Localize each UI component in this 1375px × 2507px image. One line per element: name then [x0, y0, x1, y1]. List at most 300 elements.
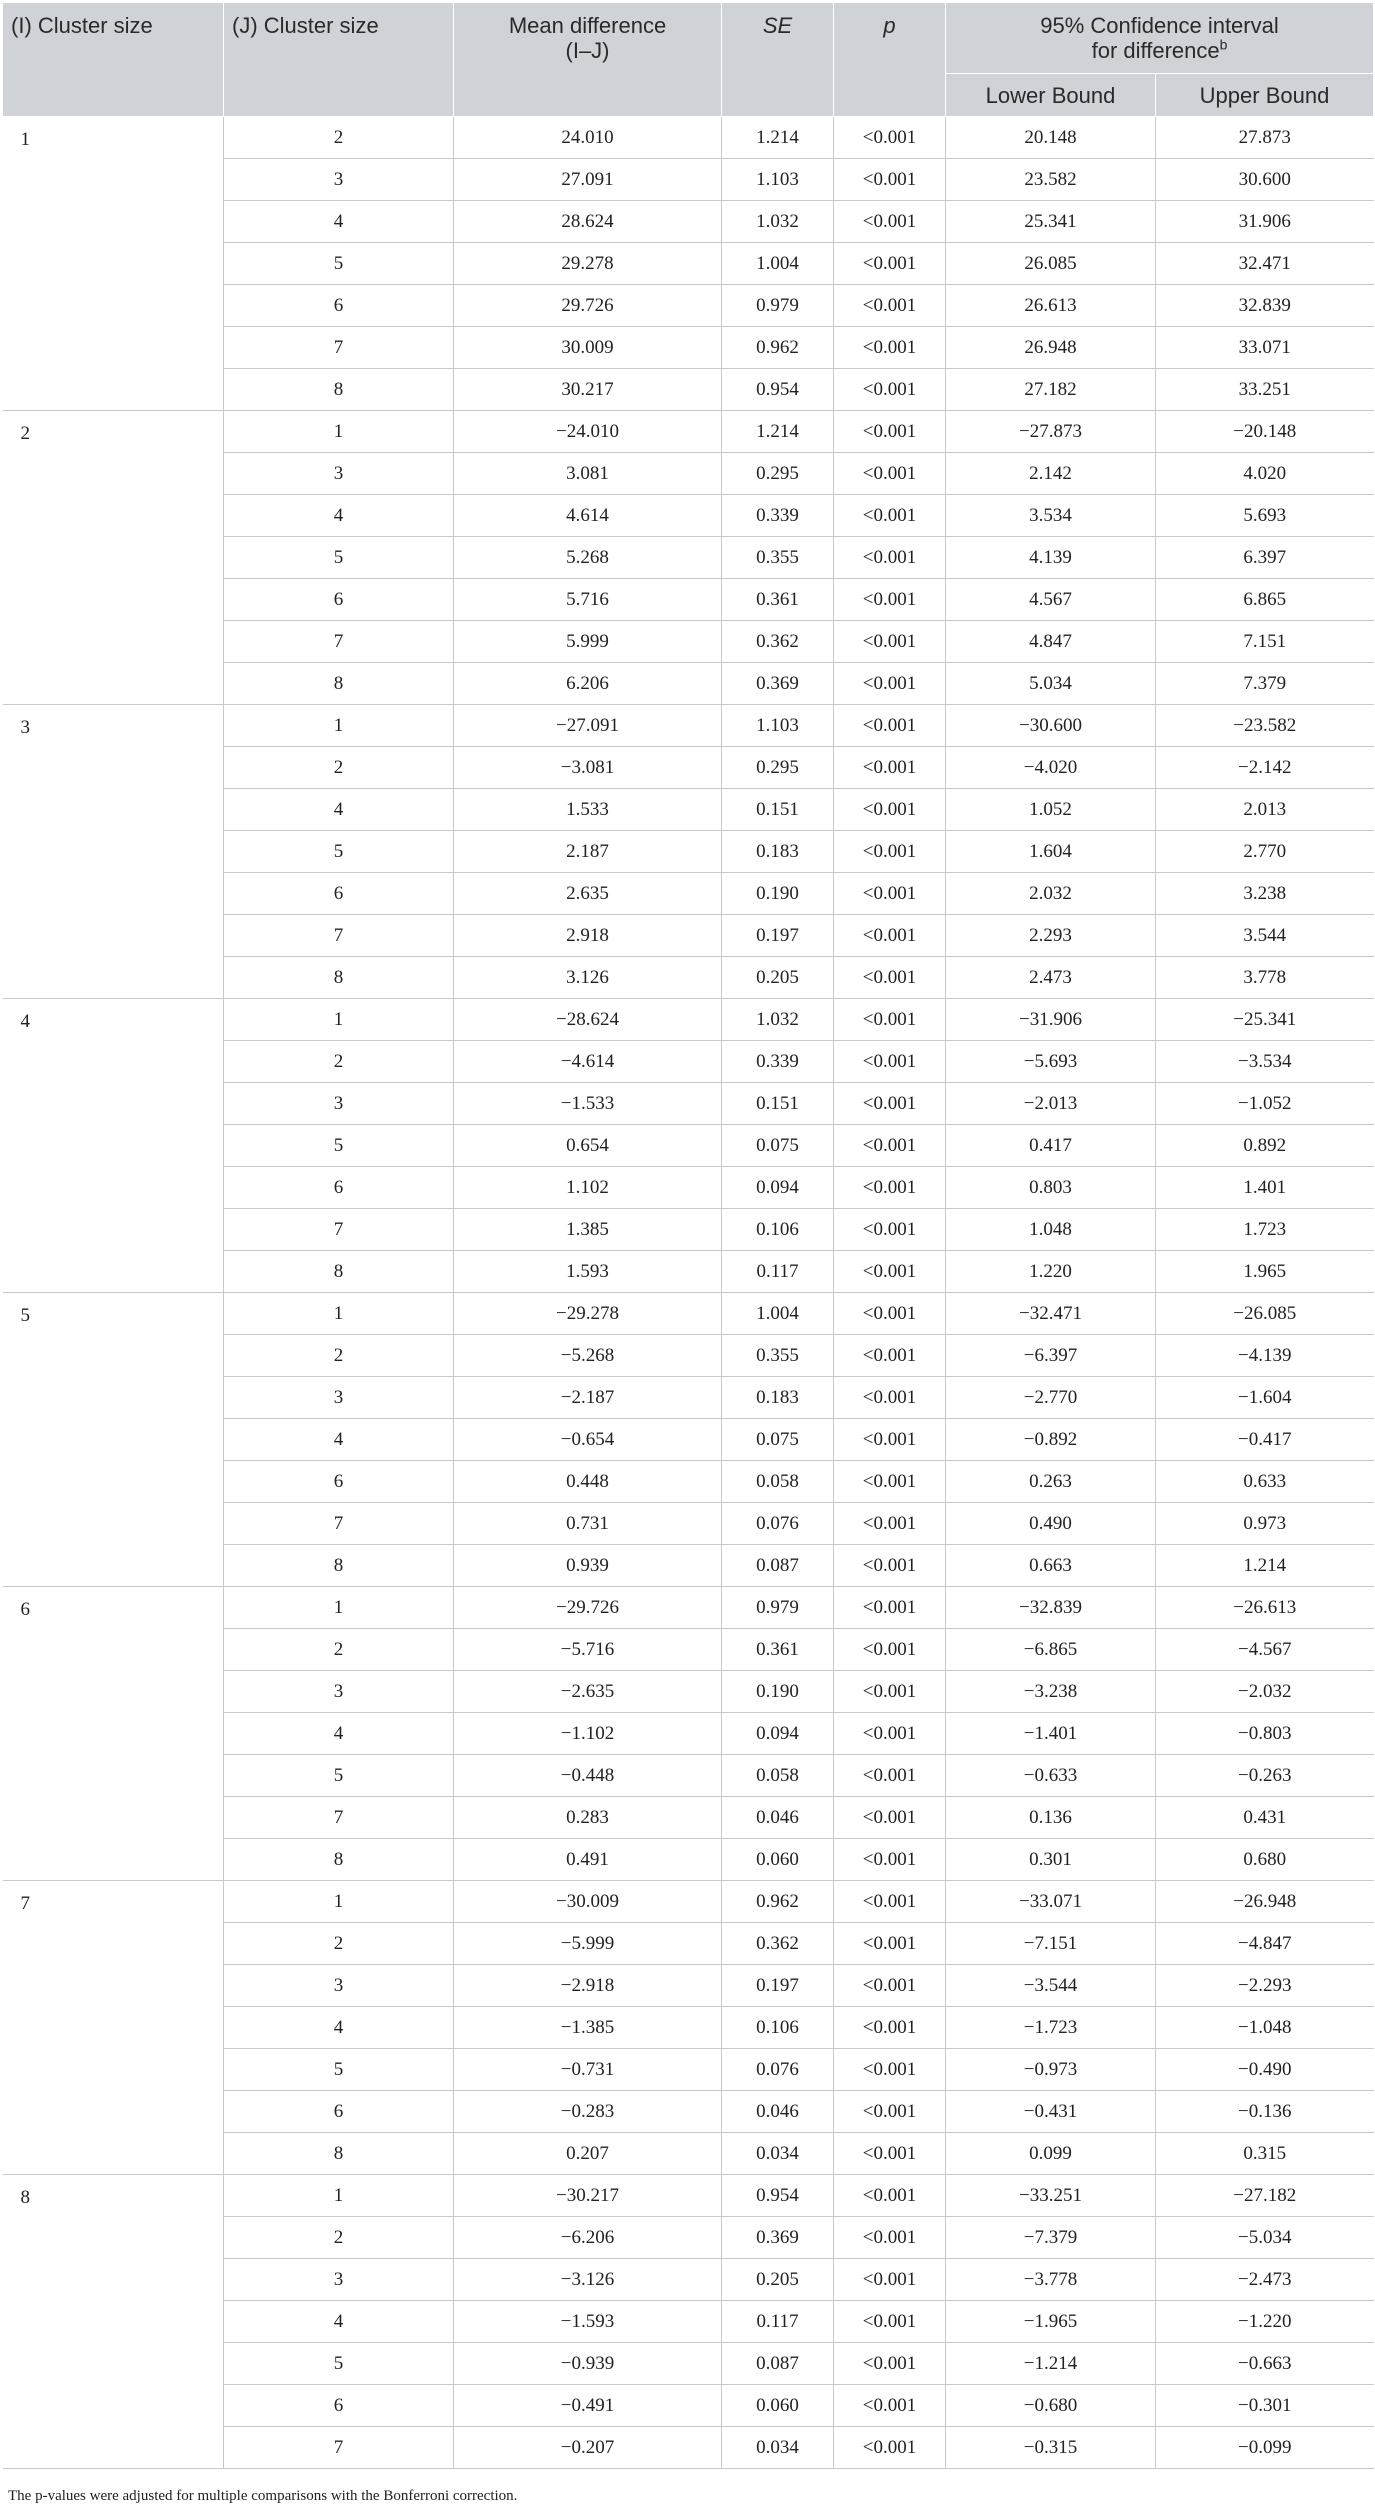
table-header [3, 3, 1374, 117]
lower-bound-cell: −3.544 [946, 1965, 1156, 2007]
mean-difference-cell: −5.999 [454, 1923, 722, 1965]
j-cluster-cell: 6 [224, 2091, 454, 2133]
p-value-cell: <0.001 [834, 705, 946, 747]
j-cluster-cell: 1 [224, 1881, 454, 1923]
upper-bound-cell: −1.220 [1156, 2301, 1374, 2343]
mean-difference-cell: −2.918 [454, 1965, 722, 2007]
se-cell: 0.954 [722, 2175, 834, 2217]
table-row [3, 1293, 1374, 1335]
mean-difference-cell: −0.448 [454, 1755, 722, 1797]
upper-bound-cell: 4.020 [1156, 453, 1374, 495]
lower-bound-cell: 20.148 [946, 117, 1156, 159]
se-cell: 0.361 [722, 579, 834, 621]
table-row [3, 2175, 1374, 2217]
p-value-cell: <0.001 [834, 2427, 946, 2469]
lower-bound-cell: −31.906 [946, 999, 1156, 1041]
p-value-cell: <0.001 [834, 1251, 946, 1293]
mean-difference-cell: 0.731 [454, 1503, 722, 1545]
upper-bound-cell: −26.085 [1156, 1293, 1374, 1335]
se-cell: 0.034 [722, 2427, 834, 2469]
p-value-cell: <0.001 [834, 957, 946, 999]
p-value-cell: <0.001 [834, 1125, 946, 1167]
p-value-cell: <0.001 [834, 369, 946, 411]
mean-difference-cell: −27.091 [454, 705, 722, 747]
table-body [3, 117, 1374, 2469]
p-value-cell: <0.001 [834, 1209, 946, 1251]
p-value-cell: <0.001 [834, 537, 946, 579]
lower-bound-cell: 25.341 [946, 201, 1156, 243]
p-value-cell: <0.001 [834, 1755, 946, 1797]
lower-bound-cell: −4.020 [946, 747, 1156, 789]
table-row [3, 999, 1374, 1041]
p-value-cell: <0.001 [834, 2343, 946, 2385]
p-value-cell: <0.001 [834, 2217, 946, 2259]
lower-bound-cell: −1.401 [946, 1713, 1156, 1755]
j-cluster-cell: 7 [224, 621, 454, 663]
se-cell: 0.151 [722, 789, 834, 831]
i-cluster-cell: 6 [3, 1587, 224, 1881]
p-value-cell: <0.001 [834, 285, 946, 327]
upper-bound-cell: −20.148 [1156, 411, 1374, 453]
se-cell: 1.032 [722, 999, 834, 1041]
lower-bound-cell: 2.293 [946, 915, 1156, 957]
lower-bound-cell: 0.099 [946, 2133, 1156, 2175]
lower-bound-cell: 1.220 [946, 1251, 1156, 1293]
j-cluster-cell: 6 [224, 1167, 454, 1209]
mean-difference-cell: −4.614 [454, 1041, 722, 1083]
mean-difference-cell: −0.491 [454, 2385, 722, 2427]
upper-bound-cell: 33.071 [1156, 327, 1374, 369]
lower-bound-cell: −33.251 [946, 2175, 1156, 2217]
mean-difference-cell: 27.091 [454, 159, 722, 201]
j-cluster-cell: 1 [224, 2175, 454, 2217]
se-cell: 0.076 [722, 1503, 834, 1545]
upper-bound-cell: −2.032 [1156, 1671, 1374, 1713]
upper-bound-cell: −4.567 [1156, 1629, 1374, 1671]
upper-bound-cell: 32.839 [1156, 285, 1374, 327]
upper-bound-cell: 3.238 [1156, 873, 1374, 915]
p-value-cell: <0.001 [834, 2175, 946, 2217]
i-cluster-cell: 5 [3, 1293, 224, 1587]
p-value-cell: <0.001 [834, 2007, 946, 2049]
lower-bound-cell: 0.490 [946, 1503, 1156, 1545]
upper-bound-cell: 2.770 [1156, 831, 1374, 873]
se-cell: 0.046 [722, 1797, 834, 1839]
se-cell: 0.979 [722, 285, 834, 327]
se-cell: 0.197 [722, 1965, 834, 2007]
upper-bound-cell: 0.315 [1156, 2133, 1374, 2175]
p-value-cell: <0.001 [834, 2259, 946, 2301]
upper-bound-cell: 0.633 [1156, 1461, 1374, 1503]
upper-bound-cell: 6.865 [1156, 579, 1374, 621]
p-value-cell: <0.001 [834, 1713, 946, 1755]
se-cell: 0.087 [722, 1545, 834, 1587]
upper-bound-cell: −2.142 [1156, 747, 1374, 789]
se-cell: 0.954 [722, 369, 834, 411]
se-cell: 0.190 [722, 1671, 834, 1713]
upper-bound-cell: 3.544 [1156, 915, 1374, 957]
header-mean-difference-line2: (I–J) [565, 38, 610, 63]
j-cluster-cell: 4 [224, 495, 454, 537]
table-footnote: The p-values were adjusted for multiple comparisons with the Bonferroni correction. [8, 2488, 518, 2504]
mean-difference-cell: −0.731 [454, 2049, 722, 2091]
se-cell: 0.295 [722, 453, 834, 495]
header-mean-difference-line1: Mean difference [508, 13, 667, 38]
upper-bound-cell: −1.048 [1156, 2007, 1374, 2049]
j-cluster-cell: 4 [224, 2007, 454, 2049]
upper-bound-cell: −4.139 [1156, 1335, 1374, 1377]
upper-bound-cell: −1.604 [1156, 1377, 1374, 1419]
mean-difference-cell: 0.491 [454, 1839, 722, 1881]
j-cluster-cell: 3 [224, 159, 454, 201]
j-cluster-cell: 2 [224, 1335, 454, 1377]
se-cell: 1.103 [722, 159, 834, 201]
p-value-cell: <0.001 [834, 873, 946, 915]
mean-difference-cell: −3.126 [454, 2259, 722, 2301]
p-value-cell: <0.001 [834, 1881, 946, 1923]
mean-difference-cell: 1.533 [454, 789, 722, 831]
se-cell: 0.106 [722, 2007, 834, 2049]
se-cell: 0.369 [722, 2217, 834, 2259]
lower-bound-cell: 1.048 [946, 1209, 1156, 1251]
mean-difference-cell: 4.614 [454, 495, 722, 537]
mean-difference-cell: −0.207 [454, 2427, 722, 2469]
pairwise-comparison-table [2, 2, 1374, 2469]
j-cluster-cell: 5 [224, 1125, 454, 1167]
se-cell: 0.058 [722, 1755, 834, 1797]
mean-difference-cell: 1.385 [454, 1209, 722, 1251]
upper-bound-cell: 32.471 [1156, 243, 1374, 285]
se-cell: 0.106 [722, 1209, 834, 1251]
j-cluster-cell: 6 [224, 579, 454, 621]
p-value-cell: <0.001 [834, 1587, 946, 1629]
j-cluster-cell: 6 [224, 873, 454, 915]
upper-bound-cell: 27.873 [1156, 117, 1374, 159]
p-value-cell: <0.001 [834, 1545, 946, 1587]
lower-bound-cell: −0.973 [946, 2049, 1156, 2091]
lower-bound-cell: 1.052 [946, 789, 1156, 831]
se-cell: 0.339 [722, 1041, 834, 1083]
p-value-cell: <0.001 [834, 747, 946, 789]
upper-bound-cell: 1.723 [1156, 1209, 1374, 1251]
se-cell: 1.214 [722, 117, 834, 159]
se-cell: 0.361 [722, 1629, 834, 1671]
se-cell: 0.094 [722, 1167, 834, 1209]
lower-bound-cell: 23.582 [946, 159, 1156, 201]
se-cell: 1.004 [722, 243, 834, 285]
j-cluster-cell: 2 [224, 1629, 454, 1671]
header-ci-line2: for difference [1091, 38, 1220, 63]
mean-difference-cell: −1.593 [454, 2301, 722, 2343]
header-upper-bound: Upper Bound [1156, 74, 1374, 117]
j-cluster-cell: 8 [224, 2133, 454, 2175]
upper-bound-cell: −0.301 [1156, 2385, 1374, 2427]
se-cell: 0.117 [722, 1251, 834, 1293]
upper-bound-cell: 7.379 [1156, 663, 1374, 705]
p-value-cell: <0.001 [834, 1293, 946, 1335]
upper-bound-cell: −26.948 [1156, 1881, 1374, 1923]
j-cluster-cell: 4 [224, 1419, 454, 1461]
lower-bound-cell: 2.032 [946, 873, 1156, 915]
table-row [3, 1587, 1374, 1629]
se-cell: 0.355 [722, 537, 834, 579]
j-cluster-cell: 8 [224, 1251, 454, 1293]
mean-difference-cell: −2.635 [454, 1671, 722, 1713]
header-i-cluster-size: (I) Cluster size [3, 3, 224, 117]
mean-difference-cell: 2.918 [454, 915, 722, 957]
upper-bound-cell: 1.214 [1156, 1545, 1374, 1587]
p-value-cell: <0.001 [834, 579, 946, 621]
upper-bound-cell: −0.490 [1156, 2049, 1374, 2091]
se-cell: 0.183 [722, 831, 834, 873]
se-cell: 0.205 [722, 957, 834, 999]
p-value-cell: <0.001 [834, 1965, 946, 2007]
se-cell: 0.369 [722, 663, 834, 705]
p-value-cell: <0.001 [834, 1377, 946, 1419]
j-cluster-cell: 2 [224, 747, 454, 789]
upper-bound-cell: −2.293 [1156, 1965, 1374, 2007]
upper-bound-cell: 1.401 [1156, 1167, 1374, 1209]
p-value-cell: <0.001 [834, 2049, 946, 2091]
upper-bound-cell: −0.663 [1156, 2343, 1374, 2385]
se-cell: 0.060 [722, 2385, 834, 2427]
mean-difference-cell: −2.187 [454, 1377, 722, 1419]
mean-difference-cell: 5.716 [454, 579, 722, 621]
j-cluster-cell: 7 [224, 1797, 454, 1839]
se-cell: 0.339 [722, 495, 834, 537]
header-j-cluster-size: (J) Cluster size [224, 3, 454, 117]
lower-bound-cell: 0.803 [946, 1167, 1156, 1209]
p-value-cell: <0.001 [834, 999, 946, 1041]
upper-bound-cell: −1.052 [1156, 1083, 1374, 1125]
j-cluster-cell: 6 [224, 1461, 454, 1503]
lower-bound-cell: −27.873 [946, 411, 1156, 453]
se-cell: 1.032 [722, 201, 834, 243]
lower-bound-cell: −3.778 [946, 2259, 1156, 2301]
upper-bound-cell: 33.251 [1156, 369, 1374, 411]
lower-bound-cell: −1.214 [946, 2343, 1156, 2385]
mean-difference-cell: −28.624 [454, 999, 722, 1041]
mean-difference-cell: 0.448 [454, 1461, 722, 1503]
se-cell: 0.962 [722, 1881, 834, 1923]
p-value-cell: <0.001 [834, 2385, 946, 2427]
lower-bound-cell: −2.013 [946, 1083, 1156, 1125]
mean-difference-cell: 0.283 [454, 1797, 722, 1839]
header-confidence-interval [946, 3, 1374, 74]
table-row [3, 411, 1374, 453]
j-cluster-cell: 4 [224, 789, 454, 831]
p-value-cell: <0.001 [834, 1629, 946, 1671]
lower-bound-cell: 4.139 [946, 537, 1156, 579]
p-value-cell: <0.001 [834, 1419, 946, 1461]
j-cluster-cell: 1 [224, 705, 454, 747]
upper-bound-cell: 7.151 [1156, 621, 1374, 663]
se-cell: 0.087 [722, 2343, 834, 2385]
j-cluster-cell: 7 [224, 327, 454, 369]
lower-bound-cell: −0.431 [946, 2091, 1156, 2133]
p-value-cell: <0.001 [834, 2133, 946, 2175]
mean-difference-cell: 24.010 [454, 117, 722, 159]
mean-difference-cell: 30.217 [454, 369, 722, 411]
upper-bound-cell: −25.341 [1156, 999, 1374, 1041]
mean-difference-cell: −0.939 [454, 2343, 722, 2385]
p-value-cell: <0.001 [834, 1461, 946, 1503]
i-cluster-cell: 7 [3, 1881, 224, 2175]
comparison-table-container [2, 2, 1373, 2469]
p-value-cell: <0.001 [834, 1923, 946, 1965]
header-mean-difference [454, 3, 722, 117]
mean-difference-cell: 28.624 [454, 201, 722, 243]
mean-difference-cell: −5.716 [454, 1629, 722, 1671]
lower-bound-cell: 0.301 [946, 1839, 1156, 1881]
p-value-cell: <0.001 [834, 831, 946, 873]
j-cluster-cell: 4 [224, 2301, 454, 2343]
upper-bound-cell: 0.431 [1156, 1797, 1374, 1839]
i-cluster-cell: 4 [3, 999, 224, 1293]
i-cluster-cell: 8 [3, 2175, 224, 2469]
p-value-cell: <0.001 [834, 1797, 946, 1839]
lower-bound-cell: −1.965 [946, 2301, 1156, 2343]
lower-bound-cell: −3.238 [946, 1671, 1156, 1713]
mean-difference-cell: −5.268 [454, 1335, 722, 1377]
p-value-cell: <0.001 [834, 1083, 946, 1125]
lower-bound-cell: −0.633 [946, 1755, 1156, 1797]
j-cluster-cell: 5 [224, 537, 454, 579]
j-cluster-cell: 7 [224, 1503, 454, 1545]
mean-difference-cell: 6.206 [454, 663, 722, 705]
j-cluster-cell: 3 [224, 1965, 454, 2007]
mean-difference-cell: 3.081 [454, 453, 722, 495]
lower-bound-cell: 26.085 [946, 243, 1156, 285]
table-row [3, 117, 1374, 159]
upper-bound-cell: −0.099 [1156, 2427, 1374, 2469]
i-cluster-cell: 1 [3, 117, 224, 411]
j-cluster-cell: 8 [224, 957, 454, 999]
mean-difference-cell: −30.217 [454, 2175, 722, 2217]
se-cell: 0.183 [722, 1377, 834, 1419]
se-cell: 0.362 [722, 1923, 834, 1965]
j-cluster-cell: 2 [224, 1041, 454, 1083]
j-cluster-cell: 8 [224, 1839, 454, 1881]
upper-bound-cell: 2.013 [1156, 789, 1374, 831]
upper-bound-cell: 1.965 [1156, 1251, 1374, 1293]
lower-bound-cell: −6.397 [946, 1335, 1156, 1377]
p-value-cell: <0.001 [834, 117, 946, 159]
p-value-cell: <0.001 [834, 1503, 946, 1545]
lower-bound-cell: 3.534 [946, 495, 1156, 537]
lower-bound-cell: 26.948 [946, 327, 1156, 369]
j-cluster-cell: 7 [224, 915, 454, 957]
j-cluster-cell: 3 [224, 1083, 454, 1125]
lower-bound-cell: 0.136 [946, 1797, 1156, 1839]
mean-difference-cell: −1.533 [454, 1083, 722, 1125]
se-cell: 0.962 [722, 327, 834, 369]
lower-bound-cell: 4.847 [946, 621, 1156, 663]
mean-difference-cell: 5.999 [454, 621, 722, 663]
p-value-cell: <0.001 [834, 1839, 946, 1881]
mean-difference-cell: −6.206 [454, 2217, 722, 2259]
se-cell: 0.117 [722, 2301, 834, 2343]
upper-bound-cell: −4.847 [1156, 1923, 1374, 1965]
upper-bound-cell: 0.973 [1156, 1503, 1374, 1545]
j-cluster-cell: 3 [224, 2259, 454, 2301]
lower-bound-cell: −32.471 [946, 1293, 1156, 1335]
lower-bound-cell: −7.151 [946, 1923, 1156, 1965]
header-ci-superscript: b [1219, 36, 1228, 53]
se-cell: 0.075 [722, 1419, 834, 1461]
lower-bound-cell: −7.379 [946, 2217, 1156, 2259]
mean-difference-cell: −0.283 [454, 2091, 722, 2133]
lower-bound-cell: 5.034 [946, 663, 1156, 705]
table-row [3, 705, 1374, 747]
lower-bound-cell: −30.600 [946, 705, 1156, 747]
p-value-cell: <0.001 [834, 1335, 946, 1377]
upper-bound-cell: −0.136 [1156, 2091, 1374, 2133]
j-cluster-cell: 5 [224, 1755, 454, 1797]
header-ci-line1: 95% Confidence interval [1040, 13, 1279, 38]
j-cluster-cell: 5 [224, 243, 454, 285]
mean-difference-cell: −3.081 [454, 747, 722, 789]
se-cell: 0.075 [722, 1125, 834, 1167]
mean-difference-cell: 2.635 [454, 873, 722, 915]
upper-bound-cell: −23.582 [1156, 705, 1374, 747]
lower-bound-cell: −0.680 [946, 2385, 1156, 2427]
se-cell: 0.197 [722, 915, 834, 957]
se-cell: 1.103 [722, 705, 834, 747]
header-p: p [834, 3, 946, 117]
j-cluster-cell: 4 [224, 201, 454, 243]
header-se: SE [722, 3, 834, 117]
lower-bound-cell: −33.071 [946, 1881, 1156, 1923]
lower-bound-cell: −0.892 [946, 1419, 1156, 1461]
j-cluster-cell: 2 [224, 1923, 454, 1965]
lower-bound-cell: −5.693 [946, 1041, 1156, 1083]
p-value-cell: <0.001 [834, 327, 946, 369]
mean-difference-cell: −29.726 [454, 1587, 722, 1629]
j-cluster-cell: 3 [224, 453, 454, 495]
p-value-cell: <0.001 [834, 1671, 946, 1713]
mean-difference-cell: 0.939 [454, 1545, 722, 1587]
lower-bound-cell: 1.604 [946, 831, 1156, 873]
j-cluster-cell: 8 [224, 369, 454, 411]
lower-bound-cell: −1.723 [946, 2007, 1156, 2049]
j-cluster-cell: 8 [224, 663, 454, 705]
lower-bound-cell: 27.182 [946, 369, 1156, 411]
p-value-cell: <0.001 [834, 2301, 946, 2343]
j-cluster-cell: 7 [224, 2427, 454, 2469]
j-cluster-cell: 4 [224, 1713, 454, 1755]
j-cluster-cell: 1 [224, 1587, 454, 1629]
upper-bound-cell: −0.263 [1156, 1755, 1374, 1797]
mean-difference-cell: −30.009 [454, 1881, 722, 1923]
mean-difference-cell: −1.102 [454, 1713, 722, 1755]
upper-bound-cell: 6.397 [1156, 537, 1374, 579]
upper-bound-cell: −5.034 [1156, 2217, 1374, 2259]
j-cluster-cell: 3 [224, 1377, 454, 1419]
p-value-cell: <0.001 [834, 495, 946, 537]
p-value-cell: <0.001 [834, 621, 946, 663]
mean-difference-cell: −29.278 [454, 1293, 722, 1335]
upper-bound-cell: −3.534 [1156, 1041, 1374, 1083]
lower-bound-cell: 0.417 [946, 1125, 1156, 1167]
mean-difference-cell: −24.010 [454, 411, 722, 453]
j-cluster-cell: 8 [224, 1545, 454, 1587]
se-cell: 0.058 [722, 1461, 834, 1503]
upper-bound-cell: 31.906 [1156, 201, 1374, 243]
lower-bound-cell: −2.770 [946, 1377, 1156, 1419]
mean-difference-cell: 0.207 [454, 2133, 722, 2175]
j-cluster-cell: 2 [224, 117, 454, 159]
